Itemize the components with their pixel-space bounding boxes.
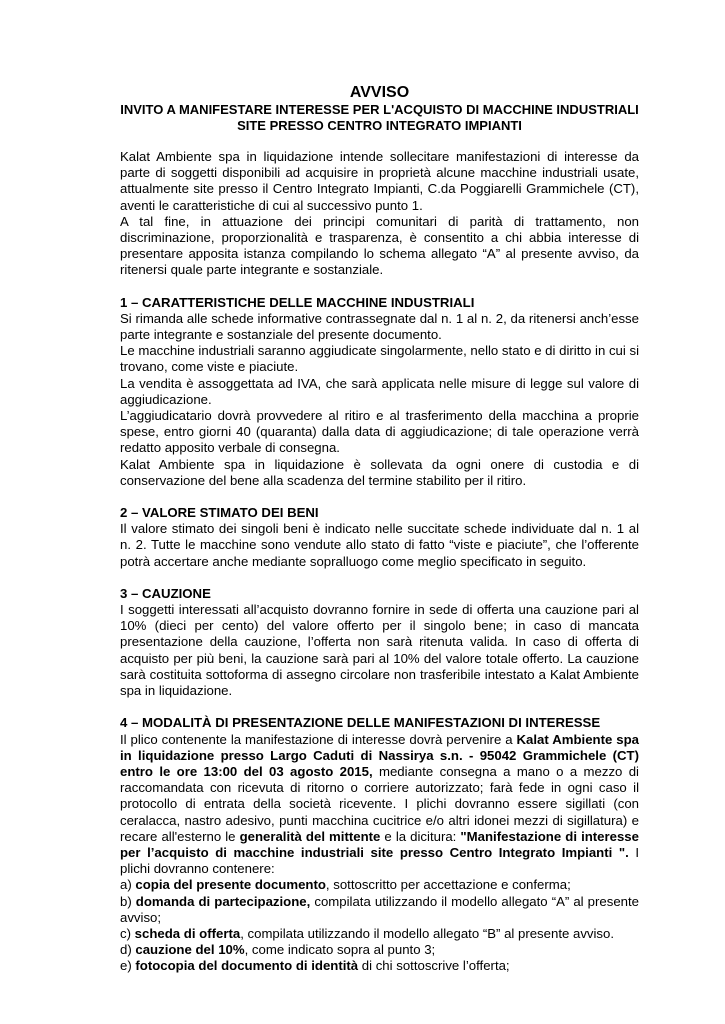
section-3-heading: 3 – CAUZIONE: [120, 585, 211, 601]
text-run: Il plico contenente la manifestazione di interesse dovrà pervenire a: [120, 731, 517, 747]
envelope-caption: "Manifestazione di interesse per l’acquisto di macchine industriali site presso Centro Integrato Impianti ".: [120, 828, 639, 860]
list-item: [120, 877, 639, 893]
list-item-bold: cauzione del 10%: [135, 942, 245, 958]
list-item: [120, 958, 639, 974]
text-run: e la dicitura:: [380, 828, 461, 844]
section-1-paragraph: Le macchine industriali saranno aggiudicate singolarmente, nello stato e di diritto in cui si trovano, come viste e piaciute.: [120, 343, 640, 375]
section-1-heading: 1 – CARATTERISTICHE DELLE MACCHINE INDUSTRIALI: [120, 294, 475, 310]
list-item-bold: fotocopia del documento di identità: [135, 958, 359, 974]
list-item-prefix: d): [120, 942, 136, 958]
list-item-rest: , compilata utilizzando il modello allegato “B” al presente avviso.: [240, 925, 615, 941]
section-2-heading: 2 – VALORE STIMATO DEI BENI: [120, 505, 319, 521]
section-1-paragraph: L’aggiudicatario dovrà provvedere al ritiro e al trasferimento della macchina a proprie spese, entro giorni 40 (quaranta) dalla data di aggiudicazione; di tale operazione verrà redatto apposito verbale di consegna.: [120, 408, 639, 456]
section-1: [120, 295, 639, 489]
section-4-paragraph: [120, 732, 639, 878]
list-item-prefix: c): [120, 925, 135, 941]
list-item-rest: di chi sottoscrive l’offerta;: [358, 958, 510, 974]
list-item-rest: , come indicato sopra al punto 3;: [244, 942, 436, 958]
section-1-paragraph: Kalat Ambiente spa in liquidazione è sollevata da ogni onere di custodia e di conservazione del bene alla scadenza del termine stabilito per il ritiro.: [120, 456, 639, 488]
list-item-bold: scheda di offerta: [134, 925, 241, 941]
list-item: [120, 942, 639, 958]
sender-details: generalità del mittente: [239, 828, 381, 844]
subtitle-line: SITE PRESSO CENTRO INTEGRATO IMPIANTI: [237, 117, 522, 133]
list-item-prefix: b): [120, 893, 136, 909]
list-item-rest: , sottoscritto per accettazione e conferma;: [325, 877, 571, 893]
list-item-prefix: a): [120, 877, 136, 893]
section-3: [120, 586, 639, 699]
section-1-paragraph: La vendita è assoggettata ad IVA, che sarà applicata nelle misure di legge sul valore di aggiudicazione.: [120, 375, 639, 407]
section-4: [120, 715, 639, 974]
list-item-rest: compilata utilizzando il modello allegato “A” al presente avviso;: [120, 893, 639, 925]
document-title: AVVISO: [349, 84, 410, 101]
section-1-paragraph: Si rimanda alle schede informative contrassegnate dal n. 1 al n. 2, da ritenersi anch’esse parte integrante e sostanziale del presente documento.: [120, 310, 639, 343]
text-run: mediante consegna a mano o a mezzo di raccomandata con ricevuta di ritorno o corriere autorizzato; farà fede in ogni caso il protocollo di entrata della società ricevente. I plichi dovranno essere sigillati (con ceralacca, nastro adesivo, punti macchina cucitrice e/o altri idonei mezzi di sigillatura) e recare all'esterno le: [120, 763, 639, 844]
section-3-paragraph: I soggetti interessati all’acquisto dovranno fornire in sede di offerta una cauzione pari al 10% (dieci per cento) del valore offerto per il singolo bene; in caso di mancata presentazione della cauzione, l’offerta non sarà ritenuta valida. In caso di offerta di acquisto per più beni, la cauzione sarà pari al 10% del valore totale offerto. La cauzione sarà costituita sottoforma di assegno circolare non trasferibile intestato a Kalat Ambiente spa in liquidazione.: [120, 602, 639, 699]
section-4-heading: 4 – MODALITÀ DI PRESENTAZIONE DELLE MANIFESTAZIONI DI INTERESSE: [120, 715, 601, 731]
document-subtitles: [120, 102, 639, 133]
list-item-bold: domanda di partecipazione,: [135, 893, 311, 909]
list-item: [120, 926, 639, 942]
delivery-address: Kalat Ambiente spa in liquidazione presso Largo Caduti di Nassirya s.n. - 95042 Grammichele (CT) entro le ore 13:00 del 03 agosto 2015,: [120, 731, 639, 779]
subtitle-line: INVITO A MANIFESTARE INTERESSE PER L'ACQUISTO DI MACCHINE INDUSTRIALI: [120, 102, 639, 117]
intro-paragraph: Kalat Ambiente spa in liquidazione intende sollecitare manifestazioni di interesse da parte di soggetti disponibili ad acquisire in proprietà alcune macchine industriali usate, attualmente site presso il Centro Integrato Impianti, C.da Poggiarelli Grammichele (CT), aventi le caratteristiche di cui al successivo punto 1.: [120, 149, 639, 213]
section-2-paragraph: Il valore stimato dei singoli beni è indicato nelle succitate schede individuate dal n. 1 al n. 2. Tutte le macchine sono vendute allo stato di fatto “viste e piaciute”, che l’offerente potrà accertare anche mediante sopralluogo come meglio specificato in seguito.: [120, 521, 639, 569]
intro-paragraph: A tal fine, in attuazione dei principi comunitari di parità di trattamento, non discriminazione, proporzionalità e trasparenza, è consentito a chi abbia interesse di presentare apposita istanza compilando lo schema allegato “A” al presente avviso, da ritenersi quale parte integrante e sostanziale.: [120, 213, 639, 278]
list-item: [120, 894, 639, 926]
text-run: I plichi dovranno contenere:: [120, 844, 640, 877]
intro-section: [120, 149, 639, 279]
section-2: [120, 505, 639, 570]
list-item-bold: copia del presente documento: [135, 877, 326, 893]
document-body: [120, 84, 639, 975]
list-item-prefix: e): [120, 958, 136, 974]
